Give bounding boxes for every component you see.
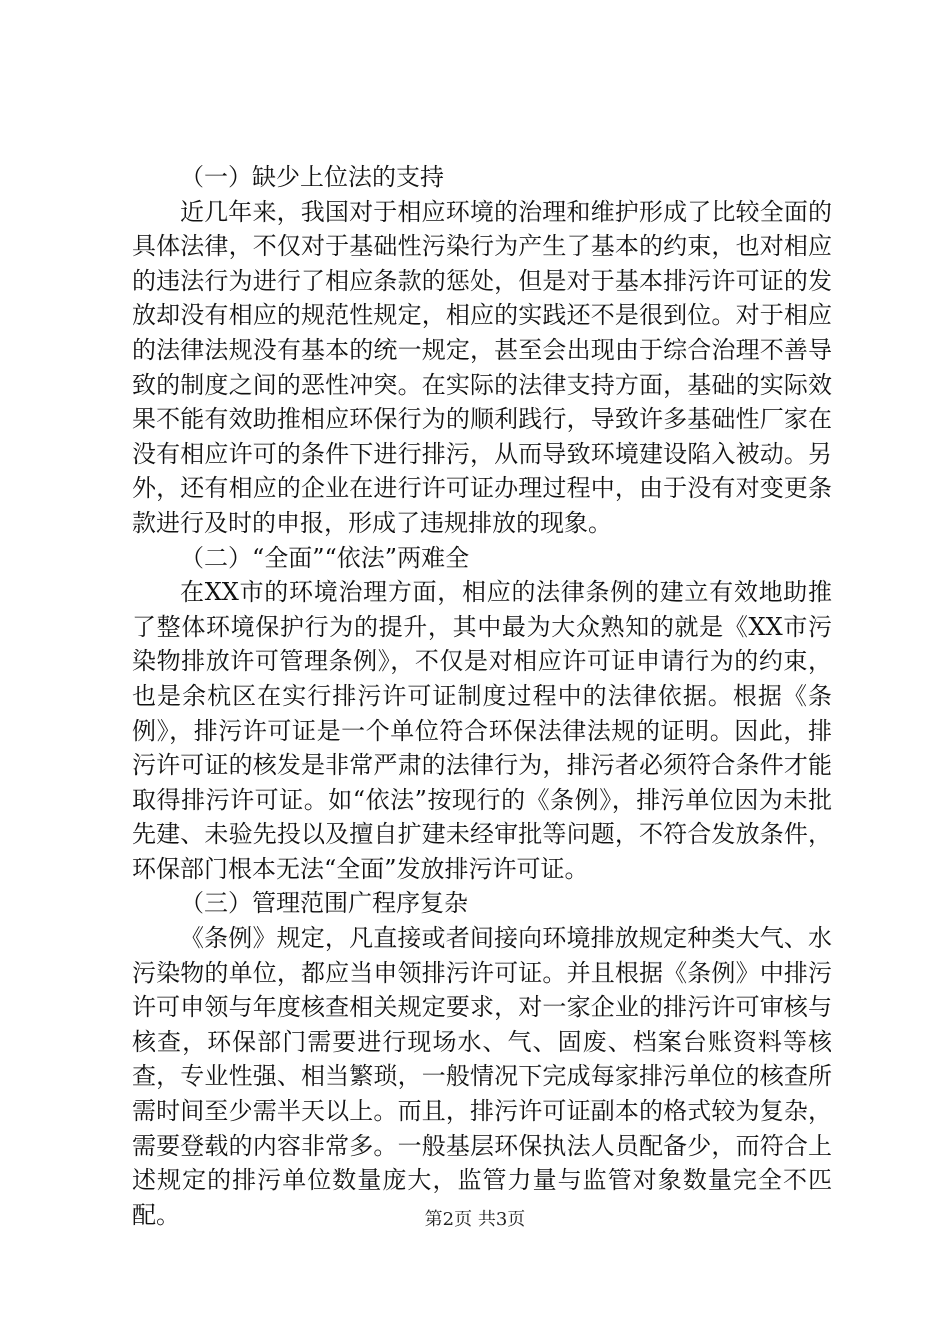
page-number: 第2页 <box>424 1209 473 1230</box>
page-total: 共3页 <box>477 1209 526 1230</box>
section-heading-1: （一）缺少上位法的支持 <box>180 163 444 191</box>
section-paragraph-3: 《条例》规定，凡直接或者间接向环境排放规定种类大气、水污染物的单位，都应当申领排污许可证。并且根据《条例》中排污许可申领与年度核查相关规定要求，对一家企业的排污许可审核与核查，环保部门需要进行现场水、气、固废、档案台账资料等核查，专业性强、相当繁琐，一般情况下完成每家排污单位的核查所需时间至少需半天以上。而且，排污许可证副本的格式较为复杂，需要登载的内容非常多。一般基层环保执法人员配备少，而符合上述规定的排污单位数量庞大，监管力量与监管对象数量完全不匹配。 <box>132 924 832 1229</box>
section-paragraph-2: 在XX市的环境治理方面，相应的法律条例的建立有效地助推了整体环境保护行为的提升，其中最为大众熟知的就是《XX市污染物排放许可管理条例》，不仅是对相应许可证申请行为的约束，也是余杭区在实行排污许可证制度过程中的法律依据。根据《条例》，排污许可证是一个单位符合环保法律法规的证明。因此，排污许可证的核发是非常严肃的法律行为，排污者必须符合条件才能取得排污许可证。如“依法”按现行的《条例》，排污单位因为未批先建、未验先投以及擅自扩建未经审批等问题，不符合发放条件，环保部门根本无法“全面”发放排污许可证。 <box>132 578 832 883</box>
section-paragraph-1: 近几年来，我国对于相应环境的治理和维护形成了比较全面的具体法律，不仅对于基础性污染行为产生了基本的约束，也对相应的违法行为进行了相应条款的惩处，但是对于基本排污许可证的发放却没有相应的规范性规定，相应的实践还不是很到位。对于相应的法律法规没有基本的统一规定，甚至会出现由于综合治理不善导致的制度之间的恶性冲突。在实际的法律支持方面，基础的实际效果不能有效助推相应环保行为的顺利践行，导致许多基础性厂家在没有相应许可的条件下进行排污，从而导致环境建设陷入被动。另外，还有相应的企业在进行许可证办理过程中，由于没有对变更条款进行及时的申报，形成了违规排放的现象。 <box>132 197 832 537</box>
section-heading-3: （三）管理范围广程序复杂 <box>180 889 468 918</box>
page-footer <box>0 1205 950 1231</box>
document-body <box>132 160 832 1232</box>
section-heading-2: （二）“全面”“依法”两难全 <box>180 543 470 572</box>
